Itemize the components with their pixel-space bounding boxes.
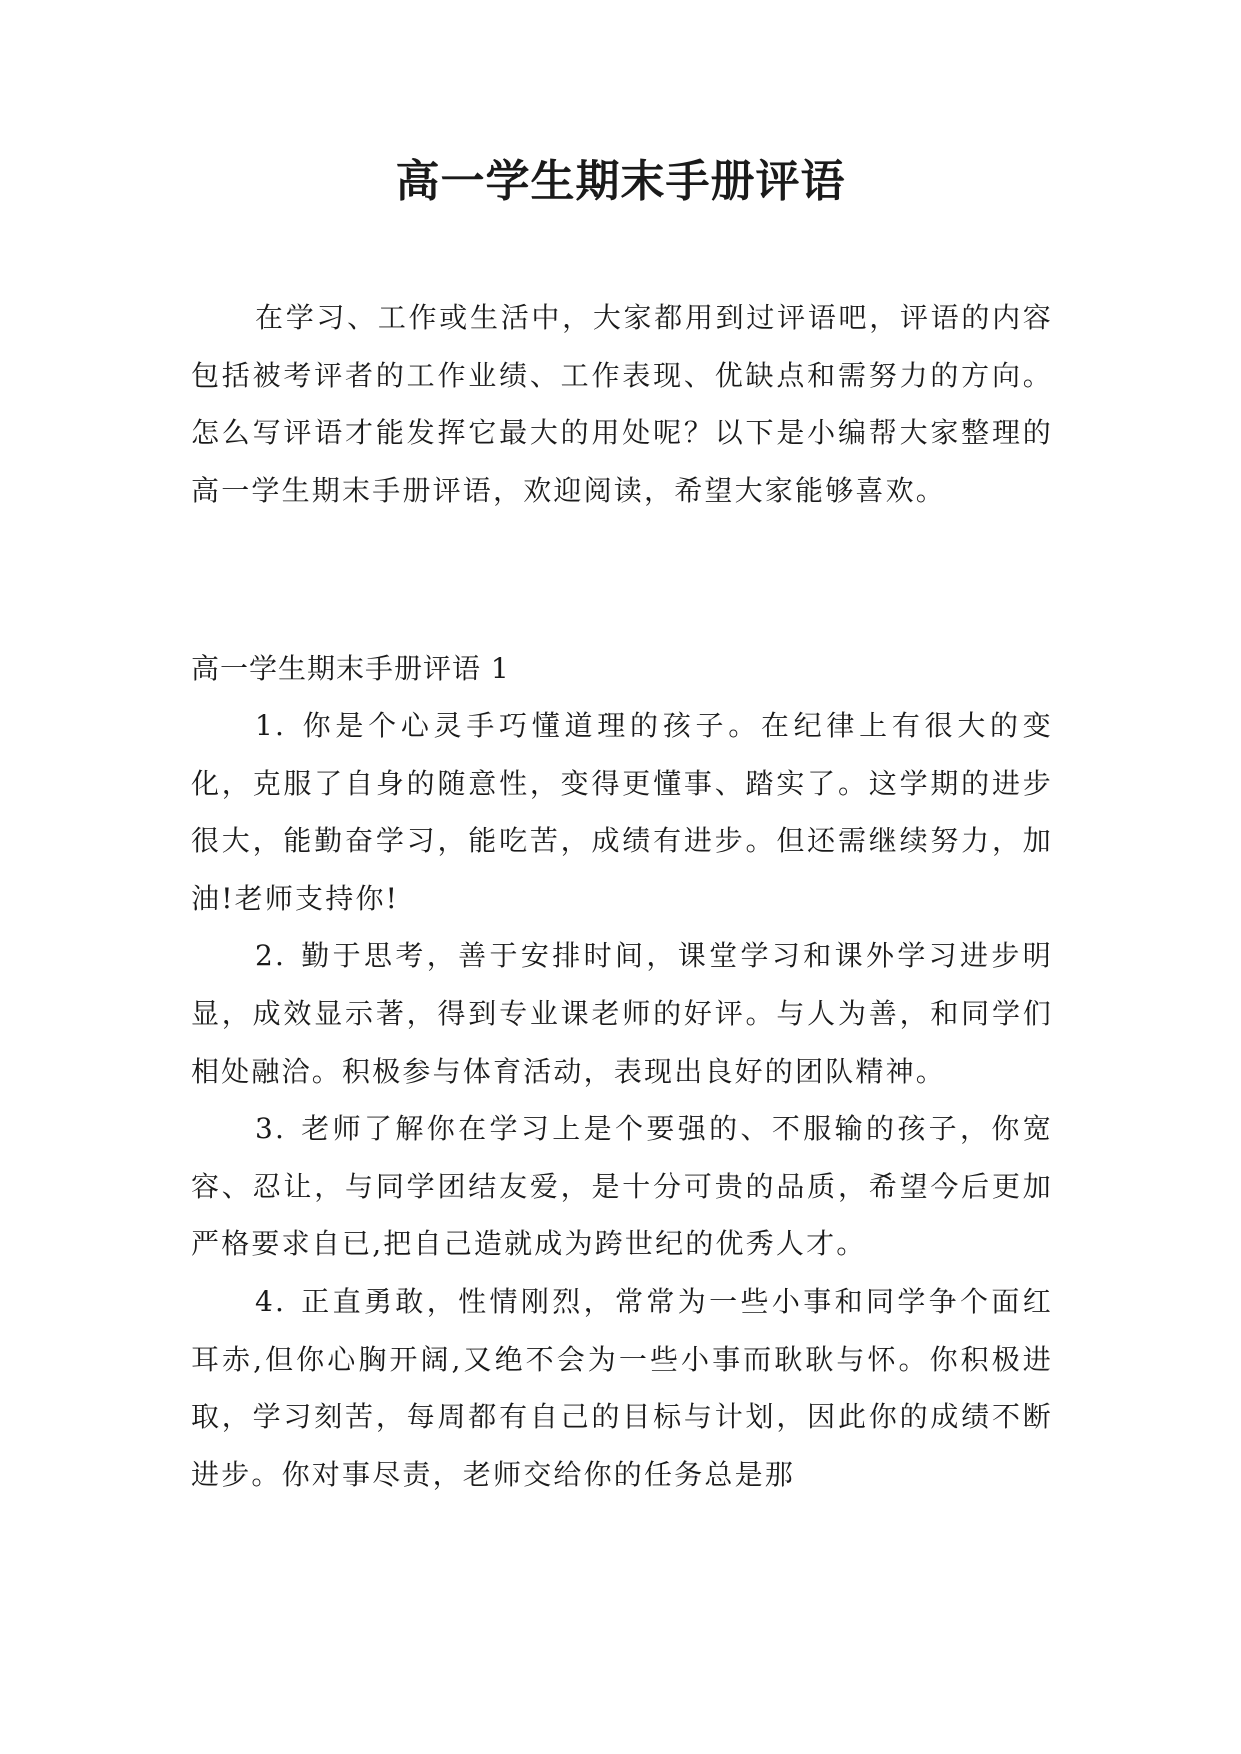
comment-item-number: 3. bbox=[255, 1112, 287, 1146]
comment-item bbox=[191, 697, 1053, 927]
comment-item-text: 正直勇敢，性情刚烈，常常为一些小事和同学争个面红耳赤,但你心胸开阔,又绝不会为一些小事而耿耿与怀。你积极进取，学习刻苦，每周都有自己的目标与计划，因此你的成绩不断进步。你对事尽责，老师交给你的任务总是那 bbox=[191, 1284, 1053, 1491]
comment-item bbox=[191, 1100, 1053, 1273]
comment-item bbox=[191, 1273, 1053, 1503]
document-title: 高一学生期末手册评语 bbox=[395, 156, 846, 207]
comment-item-text: 勤于思考，善于安排时间，课堂学习和课外学习进步明显，成效显示著，得到专业课老师的好评。与人为善，和同学们相处融洽。积极参与体育活动，表现出良好的团队精神。 bbox=[191, 939, 1053, 1088]
comment-item-number: 4. bbox=[255, 1284, 287, 1318]
comment-list bbox=[191, 697, 1053, 1503]
intro-paragraph: 在学习、工作或生活中，大家都用到过评语吧，评语的内容包括被考评者的工作业绩、工作表现、优缺点和需努力的方向。怎么写评语才能发挥它最大的用处呢？以下是小编帮大家整理的高一学生期末手册评语，欢迎阅读，希望大家能够喜欢。 bbox=[191, 301, 1053, 507]
comment-item-text: 你是个心灵手巧懂道理的孩子。在纪律上有很大的变化，克服了自身的随意性，变得更懂事、踏实了。这学期的进步很大，能勤奋学习，能吃苦，成绩有进步。但还需继续努力，加油!老师支持你! bbox=[191, 709, 1053, 915]
section-heading: 高一学生期末手册评语 1 bbox=[191, 652, 510, 685]
comment-item bbox=[191, 927, 1053, 1100]
comment-item-number: 1. bbox=[255, 709, 287, 742]
comment-item-text: 老师了解你在学习上是个要强的、不服输的孩子，你宽容、忍让，与同学团结友爱，是十分可贵的品质，希望今后更加严格要求自已,把自己造就成为跨世纪的优秀人才。 bbox=[191, 1112, 1053, 1261]
comment-item-number: 2. bbox=[255, 939, 287, 973]
